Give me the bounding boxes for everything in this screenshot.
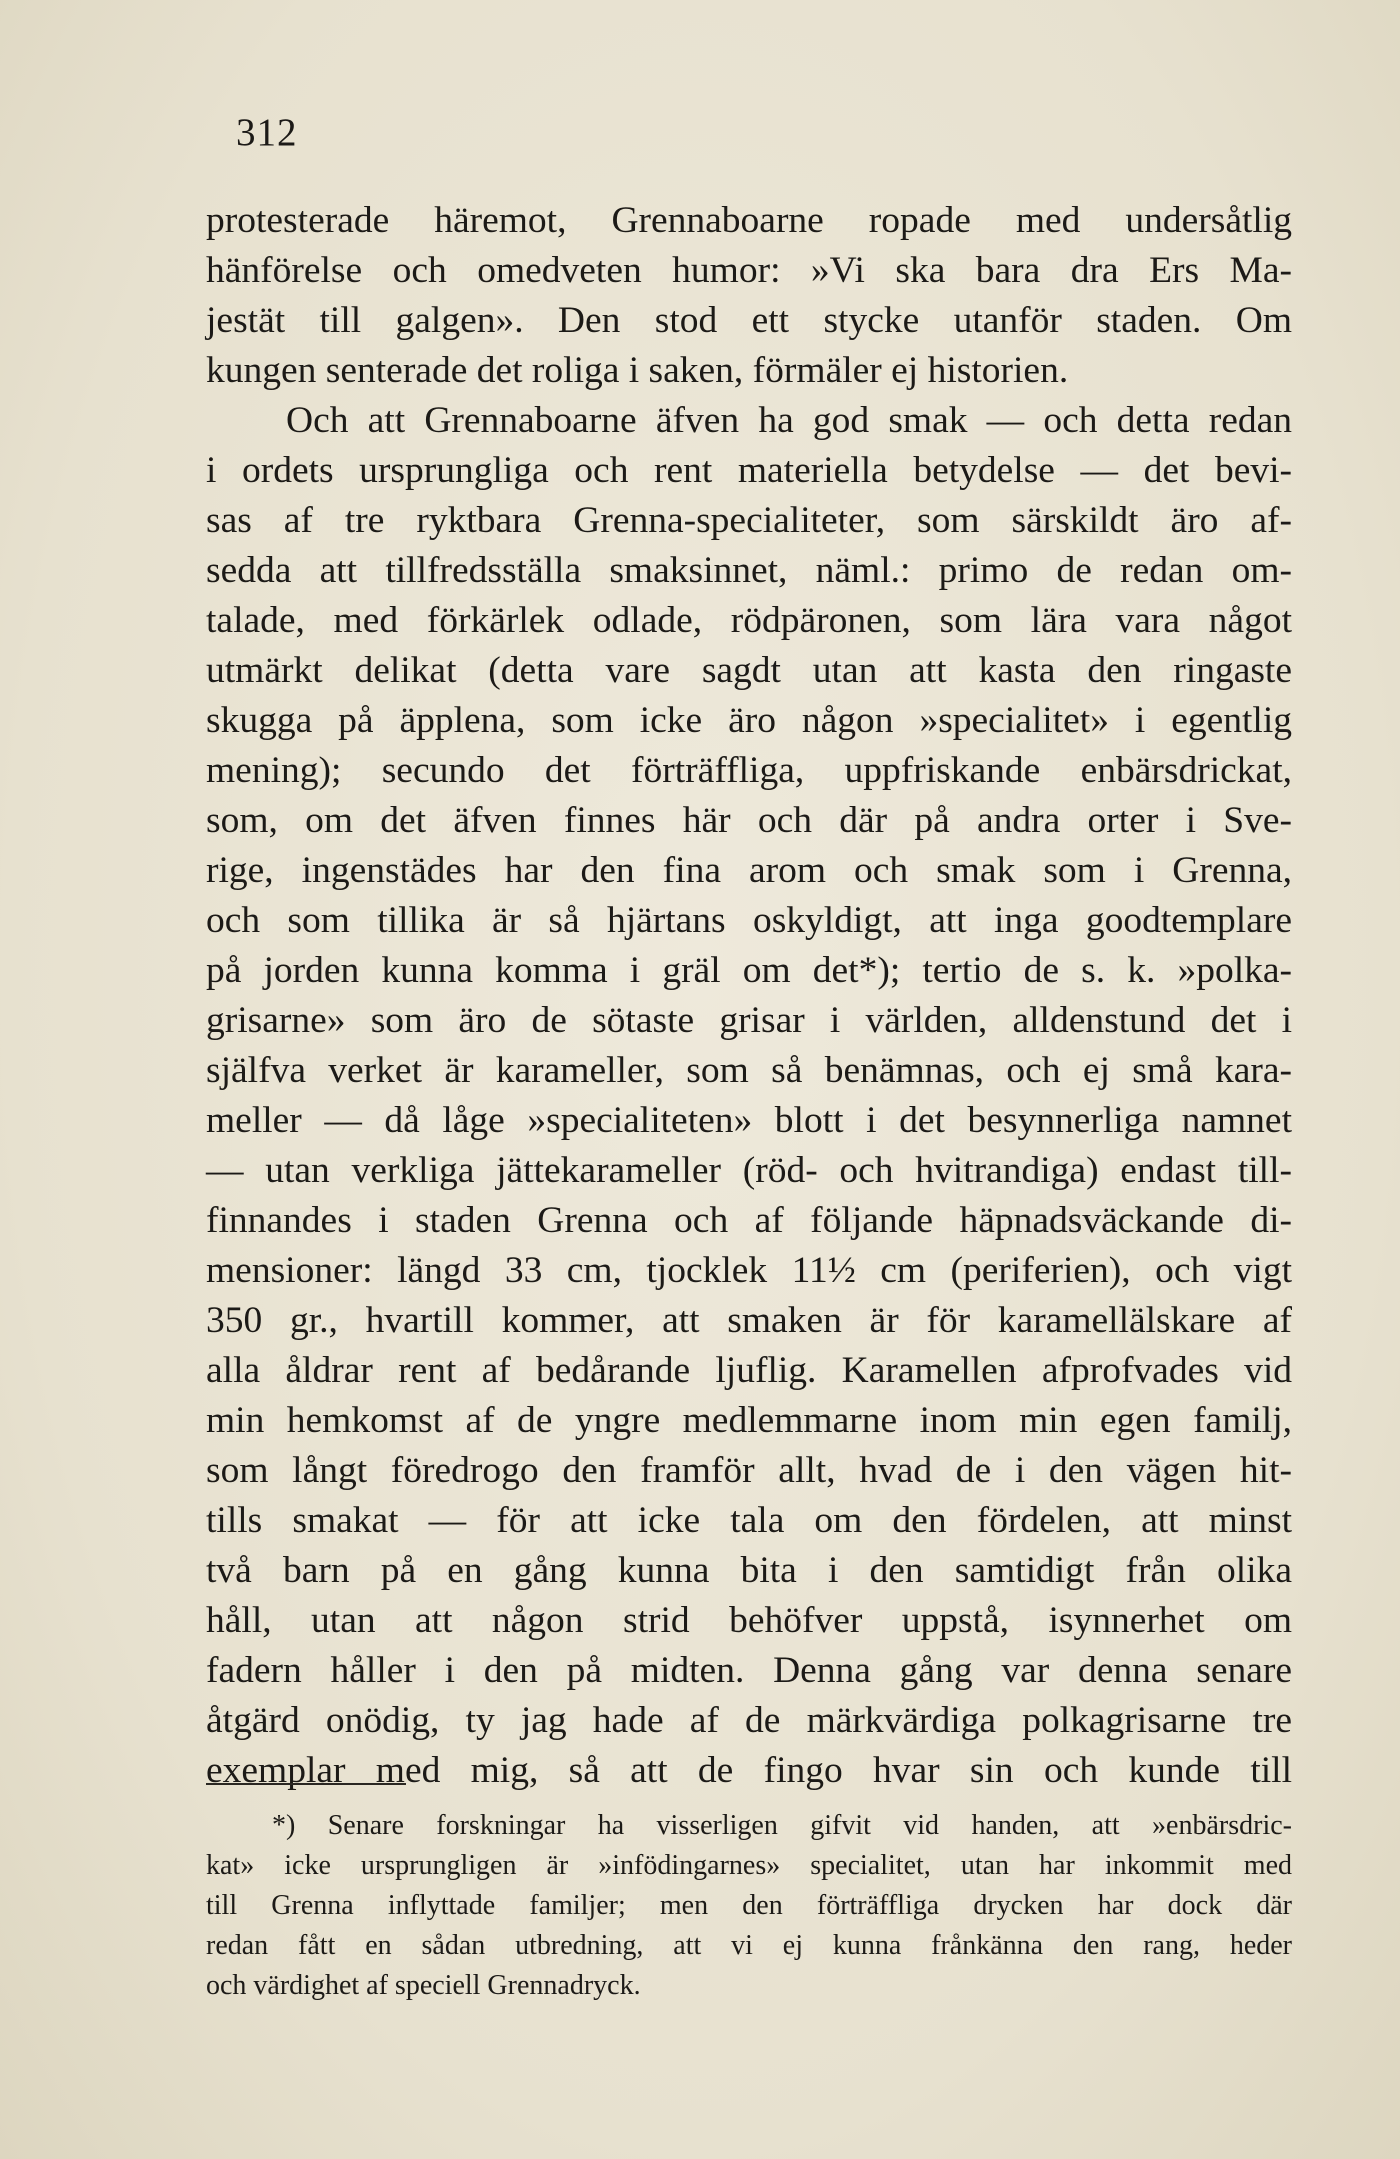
body-line: talade, med förkärlek odlade, rödpäronen, som lära vara något: [206, 600, 1292, 641]
body-line: och som tillika är så hjärtans oskyldigt, att inga goodtemplare: [206, 900, 1292, 941]
body-line: mensioner: längd 33 cm, tjocklek 11½ cm (periferien), och vigt: [206, 1250, 1292, 1291]
footnote-line: redan fått en sådan utbredning, att vi ej kunna frånkänna den rang, heder: [206, 1930, 1292, 1961]
footnote-line: och värdighet af speciell Grennadryck.: [206, 1970, 641, 2001]
footnote-divider: [206, 1783, 406, 1785]
page-number: 312: [236, 111, 298, 154]
body-line: tills smakat — för att icke tala om den fördelen, att minst: [206, 1500, 1292, 1541]
body-line: utmärkt delikat (detta vare sagdt utan att kasta den ringaste: [206, 650, 1292, 691]
body-line: protesterade häremot, Grennaboarne ropade med undersåtlig: [206, 200, 1292, 241]
body-line: fadern håller i den på midten. Denna gång var denna senare: [206, 1650, 1292, 1691]
footnote-line: *) Senare forskningar ha visserligen gifvit vid handen, att »enbärsdric-: [272, 1810, 1292, 1841]
body-line: Och att Grennaboarne äfven ha god smak — och detta redan: [286, 400, 1292, 441]
footnote-line: kat» icke ursprungligen är »infödingarnes» specialitet, utan har inkommit med: [206, 1850, 1292, 1881]
footnote: [206, 1806, 1292, 2006]
body-line: skugga på äpplena, som icke äro någon »specialitet» i egentlig: [206, 700, 1292, 741]
body-line: exemplar med mig, så att de fingo hvar sin och kunde till: [206, 1750, 1292, 1791]
body-line: som långt föredrogo den framför allt, hvad de i den vägen hit-: [206, 1450, 1292, 1491]
body-line: två barn på en gång kunna bita i den samtidigt från olika: [206, 1550, 1292, 1591]
body-line: hänförelse och omedveten humor: »Vi ska bara dra Ers Ma-: [206, 250, 1292, 291]
body-line: min hemkomst af de yngre medlemmarne inom min egen familj,: [206, 1400, 1292, 1441]
body-line: alla åldrar rent af bedårande ljuflig. Karamellen afprofvades vid: [206, 1350, 1292, 1391]
body-line: på jorden kunna komma i gräl om det*); tertio de s. k. »polka-: [206, 950, 1292, 991]
body-line: sedda att tillfredsställa smaksinnet, näml.: primo de redan om-: [206, 550, 1292, 591]
body-line: 350 gr., hvartill kommer, att smaken är för karamellälskare af: [206, 1300, 1292, 1341]
footnote-line: till Grenna inflyttade familjer; men den förträffliga drycken har dock där: [206, 1890, 1292, 1921]
body-line: som, om det äfven finnes här och där på andra orter i Sve-: [206, 800, 1292, 841]
body-line: håll, utan att någon strid behöfver uppstå, isynnerhet om: [206, 1600, 1292, 1641]
body-line: sas af tre ryktbara Grenna-specialiteter, som särskildt äro af-: [206, 500, 1292, 541]
body-line: mening); secundo det förträffliga, uppfriskande enbärsdrickat,: [206, 750, 1292, 791]
body-line: meller — då låge »specialiteten» blott i det besynnerliga namnet: [206, 1100, 1292, 1141]
body-text: [206, 196, 1292, 1796]
body-line: rige, ingenstädes har den fina arom och smak som i Grenna,: [206, 850, 1292, 891]
body-line: själfva verket är karameller, som så benämnas, och ej små kara-: [206, 1050, 1292, 1091]
body-line: i ordets ursprungliga och rent materiella betydelse — det bevi-: [206, 450, 1292, 491]
body-line: grisarne» som äro de sötaste grisar i världen, alldenstund det i: [206, 1000, 1292, 1041]
body-line: kungen senterade det roliga i saken, förmäler ej historien.: [206, 350, 1069, 391]
body-line: åtgärd onödig, ty jag hade af de märkvärdiga polkagrisarne tre: [206, 1700, 1292, 1741]
body-line: finnandes i staden Grenna och af följande häpnadsväckande di-: [206, 1200, 1292, 1241]
body-line: — utan verkliga jättekarameller (röd- och hvitrandiga) endast till-: [206, 1150, 1292, 1191]
body-line: jestät till galgen». Den stod ett stycke utanför staden. Om: [206, 300, 1292, 341]
